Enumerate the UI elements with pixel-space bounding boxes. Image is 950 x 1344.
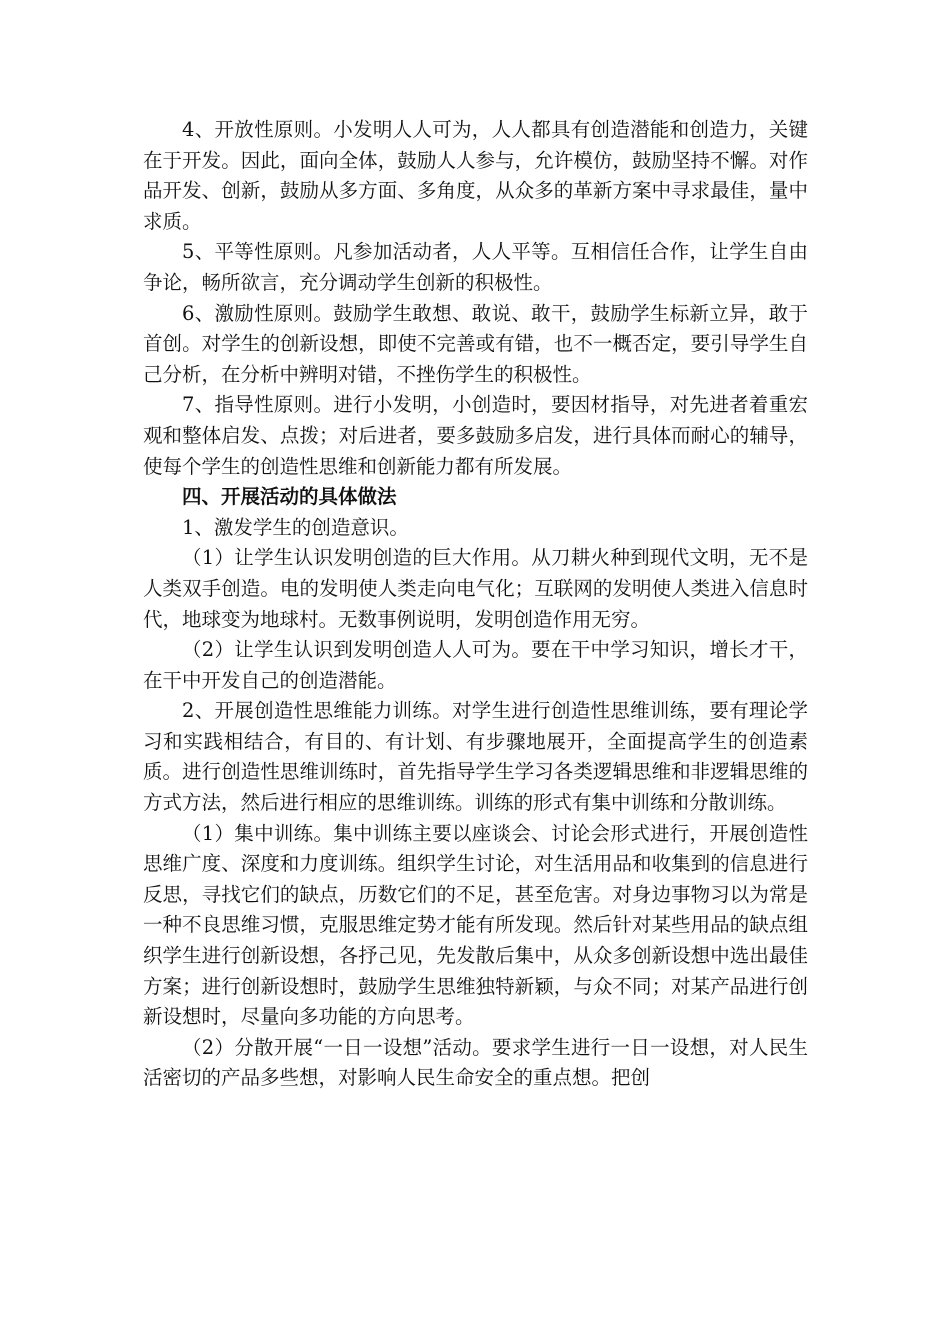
paragraph-openness-principle: 4、开放性原则。小发明人人可为，人人都具有创造潜能和创造力，关键在于开发。因此，面向全体，鼓励人人参与，允许模仿，鼓励坚持不懈。对作品开发、创新，鼓励从多方面、多角度，从众多的革新方案中寻求最佳，量中求质。 [143, 118, 808, 233]
paragraph-equality-principle: 5、平等性原则。凡参加活动者，人人平等。互相信任合作，让学生自由争论，畅所欲言，充分调动学生创新的积极性。 [143, 240, 808, 294]
paragraph-guidance-principle: 7、指导性原则。进行小发明，小创造时，要因材指导，对先进者着重宏观和整体启发、点拨；对后进者，要多鼓励多启发，进行具体而耐心的辅导，使每个学生的创造性思维和创新能力都有所发展。 [143, 393, 808, 478]
paragraph-item-1-sub-2: （2）让学生认识到发明创造人人可为。要在干中学习知识，增长才干，在干中开发自己的创造潜能。 [143, 638, 808, 692]
paragraph-item-2-sub-1: （1）集中训练。集中训练主要以座谈会、讨论会形式进行，开展创造性思维广度、深度和力度训练。组织学生讨论，对生活用品和收集到的信息进行反思，寻找它们的缺点，历数它们的不足，甚至危害。对身边事物习以为常是一种不良思维习惯，克服思维定势才能有所发现。然后针对某些用品的缺点组织学生进行创新设想，各抒己见，先发散后集中，从众多创新设想中选出最佳方案；进行创新设想时，鼓励学生思维独特新颖，与众不同；对某产品进行创新设想时，尽量向多功能的方向思考。 [143, 821, 808, 1029]
paragraph-incentive-principle: 6、激励性原则。鼓励学生敢想、敢说、敢干，鼓励学生标新立异，敢于首创。对学生的创新设想，即使不完善或有错，也不一概否定，要引导学生自己分析，在分析中辨明对错，不挫伤学生的积极性。 [143, 301, 808, 386]
paragraph-item-1: 1、激发学生的创造意识。 [182, 515, 409, 539]
document-page [143, 115, 808, 1094]
paragraph-item-2-sub-2: （2）分散开展“一日一设想”活动。要求学生进行一日一设想，对人民生活密切的产品多些想，对影响人民生命安全的重点想。把创 [143, 1035, 808, 1090]
paragraph-item-1-sub-1: （1）让学生认识发明创造的巨大作用。从刀耕火种到现代文明，无不是人类双手创造。电的发明使人类走向电气化；互联网的发明使人类进入信息时代，地球变为地球村。无数事例说明，发明创造作用无穷。 [143, 546, 808, 631]
paragraph-item-2: 2、开展创造性思维能力训练。对学生进行创造性思维训练，要有理论学习和实践相结合，有目的、有计划、有步骤地展开，全面提高学生的创造素质。进行创造性思维训练时，首先指导学生学习各类逻辑思维和非逻辑思维的方式方法，然后进行相应的思维训练。训练的形式有集中训练和分散训练。 [143, 699, 808, 815]
section-heading: 四、开展活动的具体做法 [182, 485, 397, 509]
